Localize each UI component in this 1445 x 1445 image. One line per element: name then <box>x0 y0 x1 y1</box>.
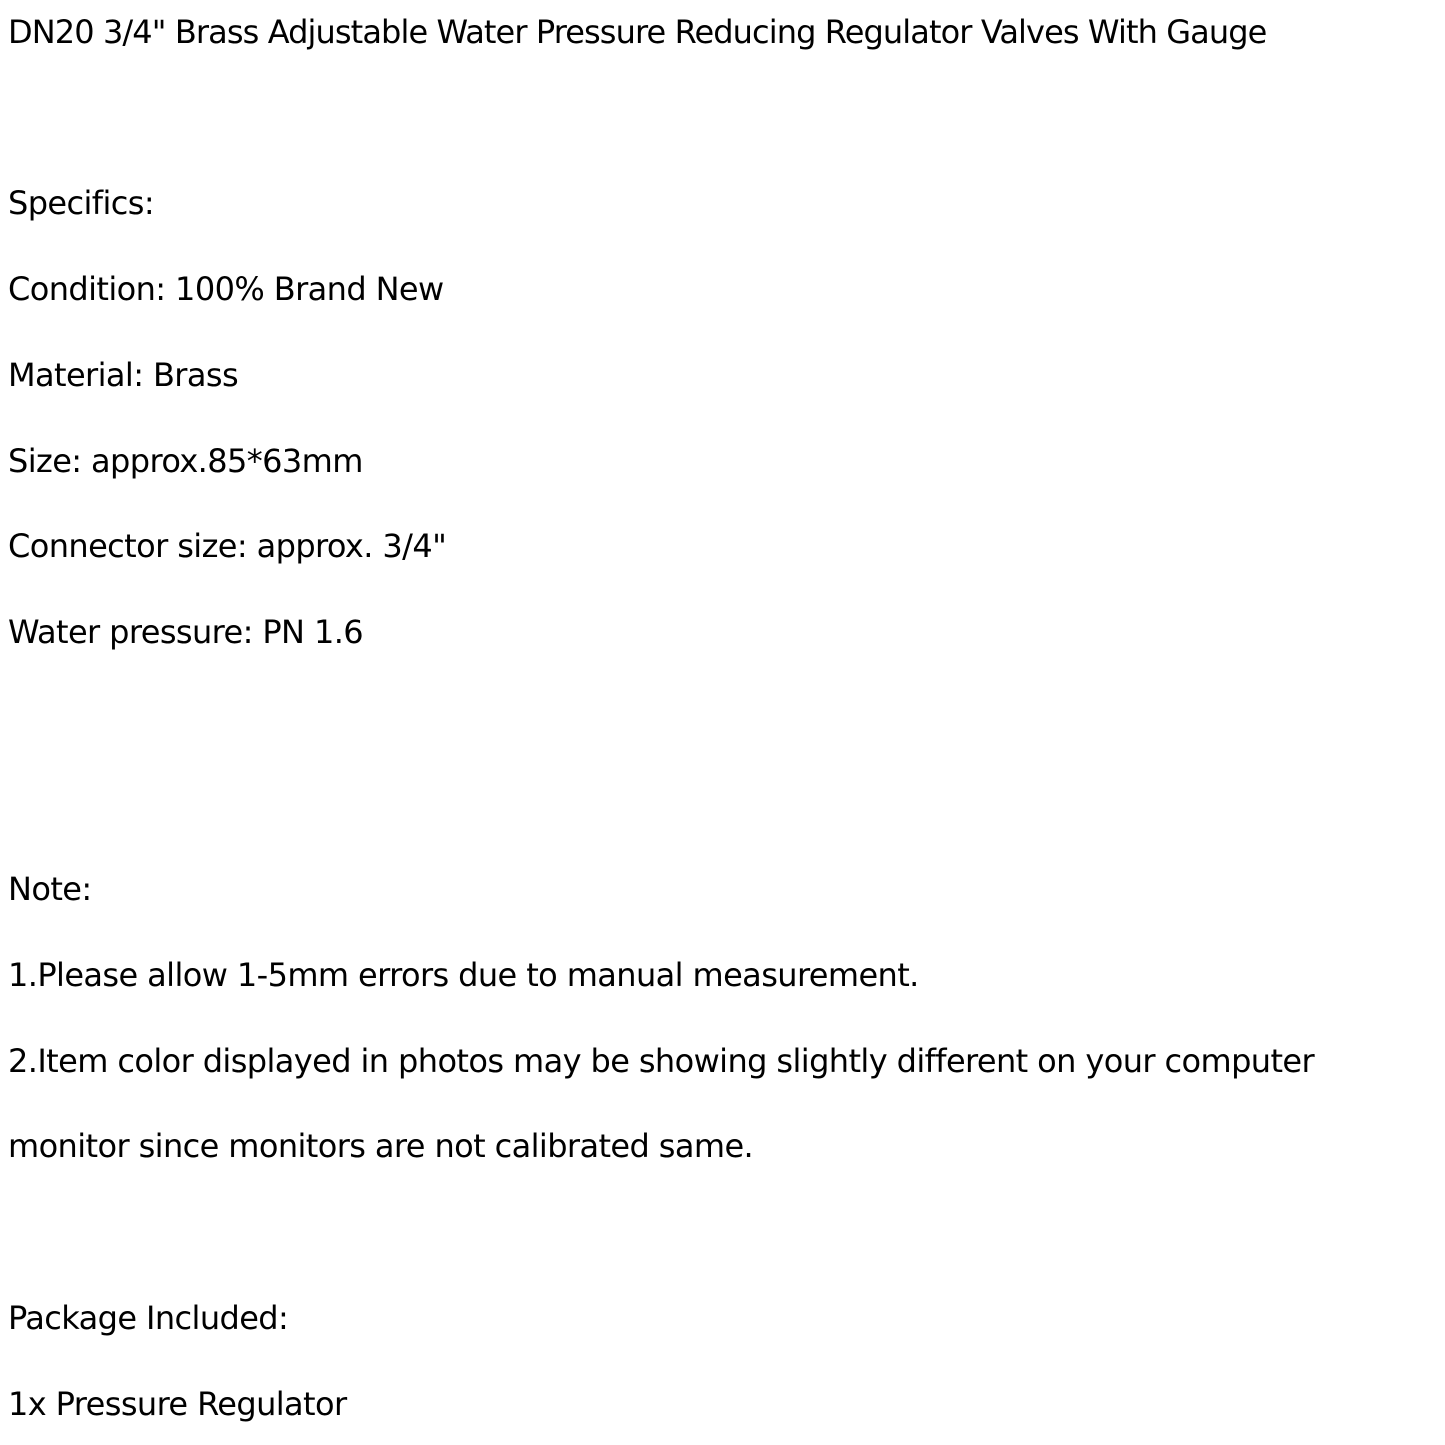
spec-water-pressure: Water pressure: PN 1.6 <box>8 613 364 651</box>
spec-material: Material: Brass <box>8 356 239 394</box>
spec-condition: Condition: 100% Brand New <box>8 270 444 308</box>
note-item-1: 1.Please allow 1-5mm errors due to manual measurement. <box>8 956 919 994</box>
note-heading: Note: <box>8 870 92 908</box>
package-item-1: 1x Pressure Regulator <box>8 1385 347 1423</box>
spec-size: Size: approx.85*63mm <box>8 442 363 480</box>
package-heading: Package Included: <box>8 1299 289 1337</box>
note-item-2: 2.Item color displayed in photos may be showing slightly different on your computer <box>8 1042 1315 1080</box>
spec-connector-size: Connector size: approx. 3/4" <box>8 527 447 565</box>
specifics-heading: Specifics: <box>8 184 155 222</box>
product-title: DN20 3/4" Brass Adjustable Water Pressure Reducing Regulator Valves With Gauge <box>8 13 1267 51</box>
note-item-2-continued: monitor since monitors are not calibrated same. <box>8 1127 754 1165</box>
